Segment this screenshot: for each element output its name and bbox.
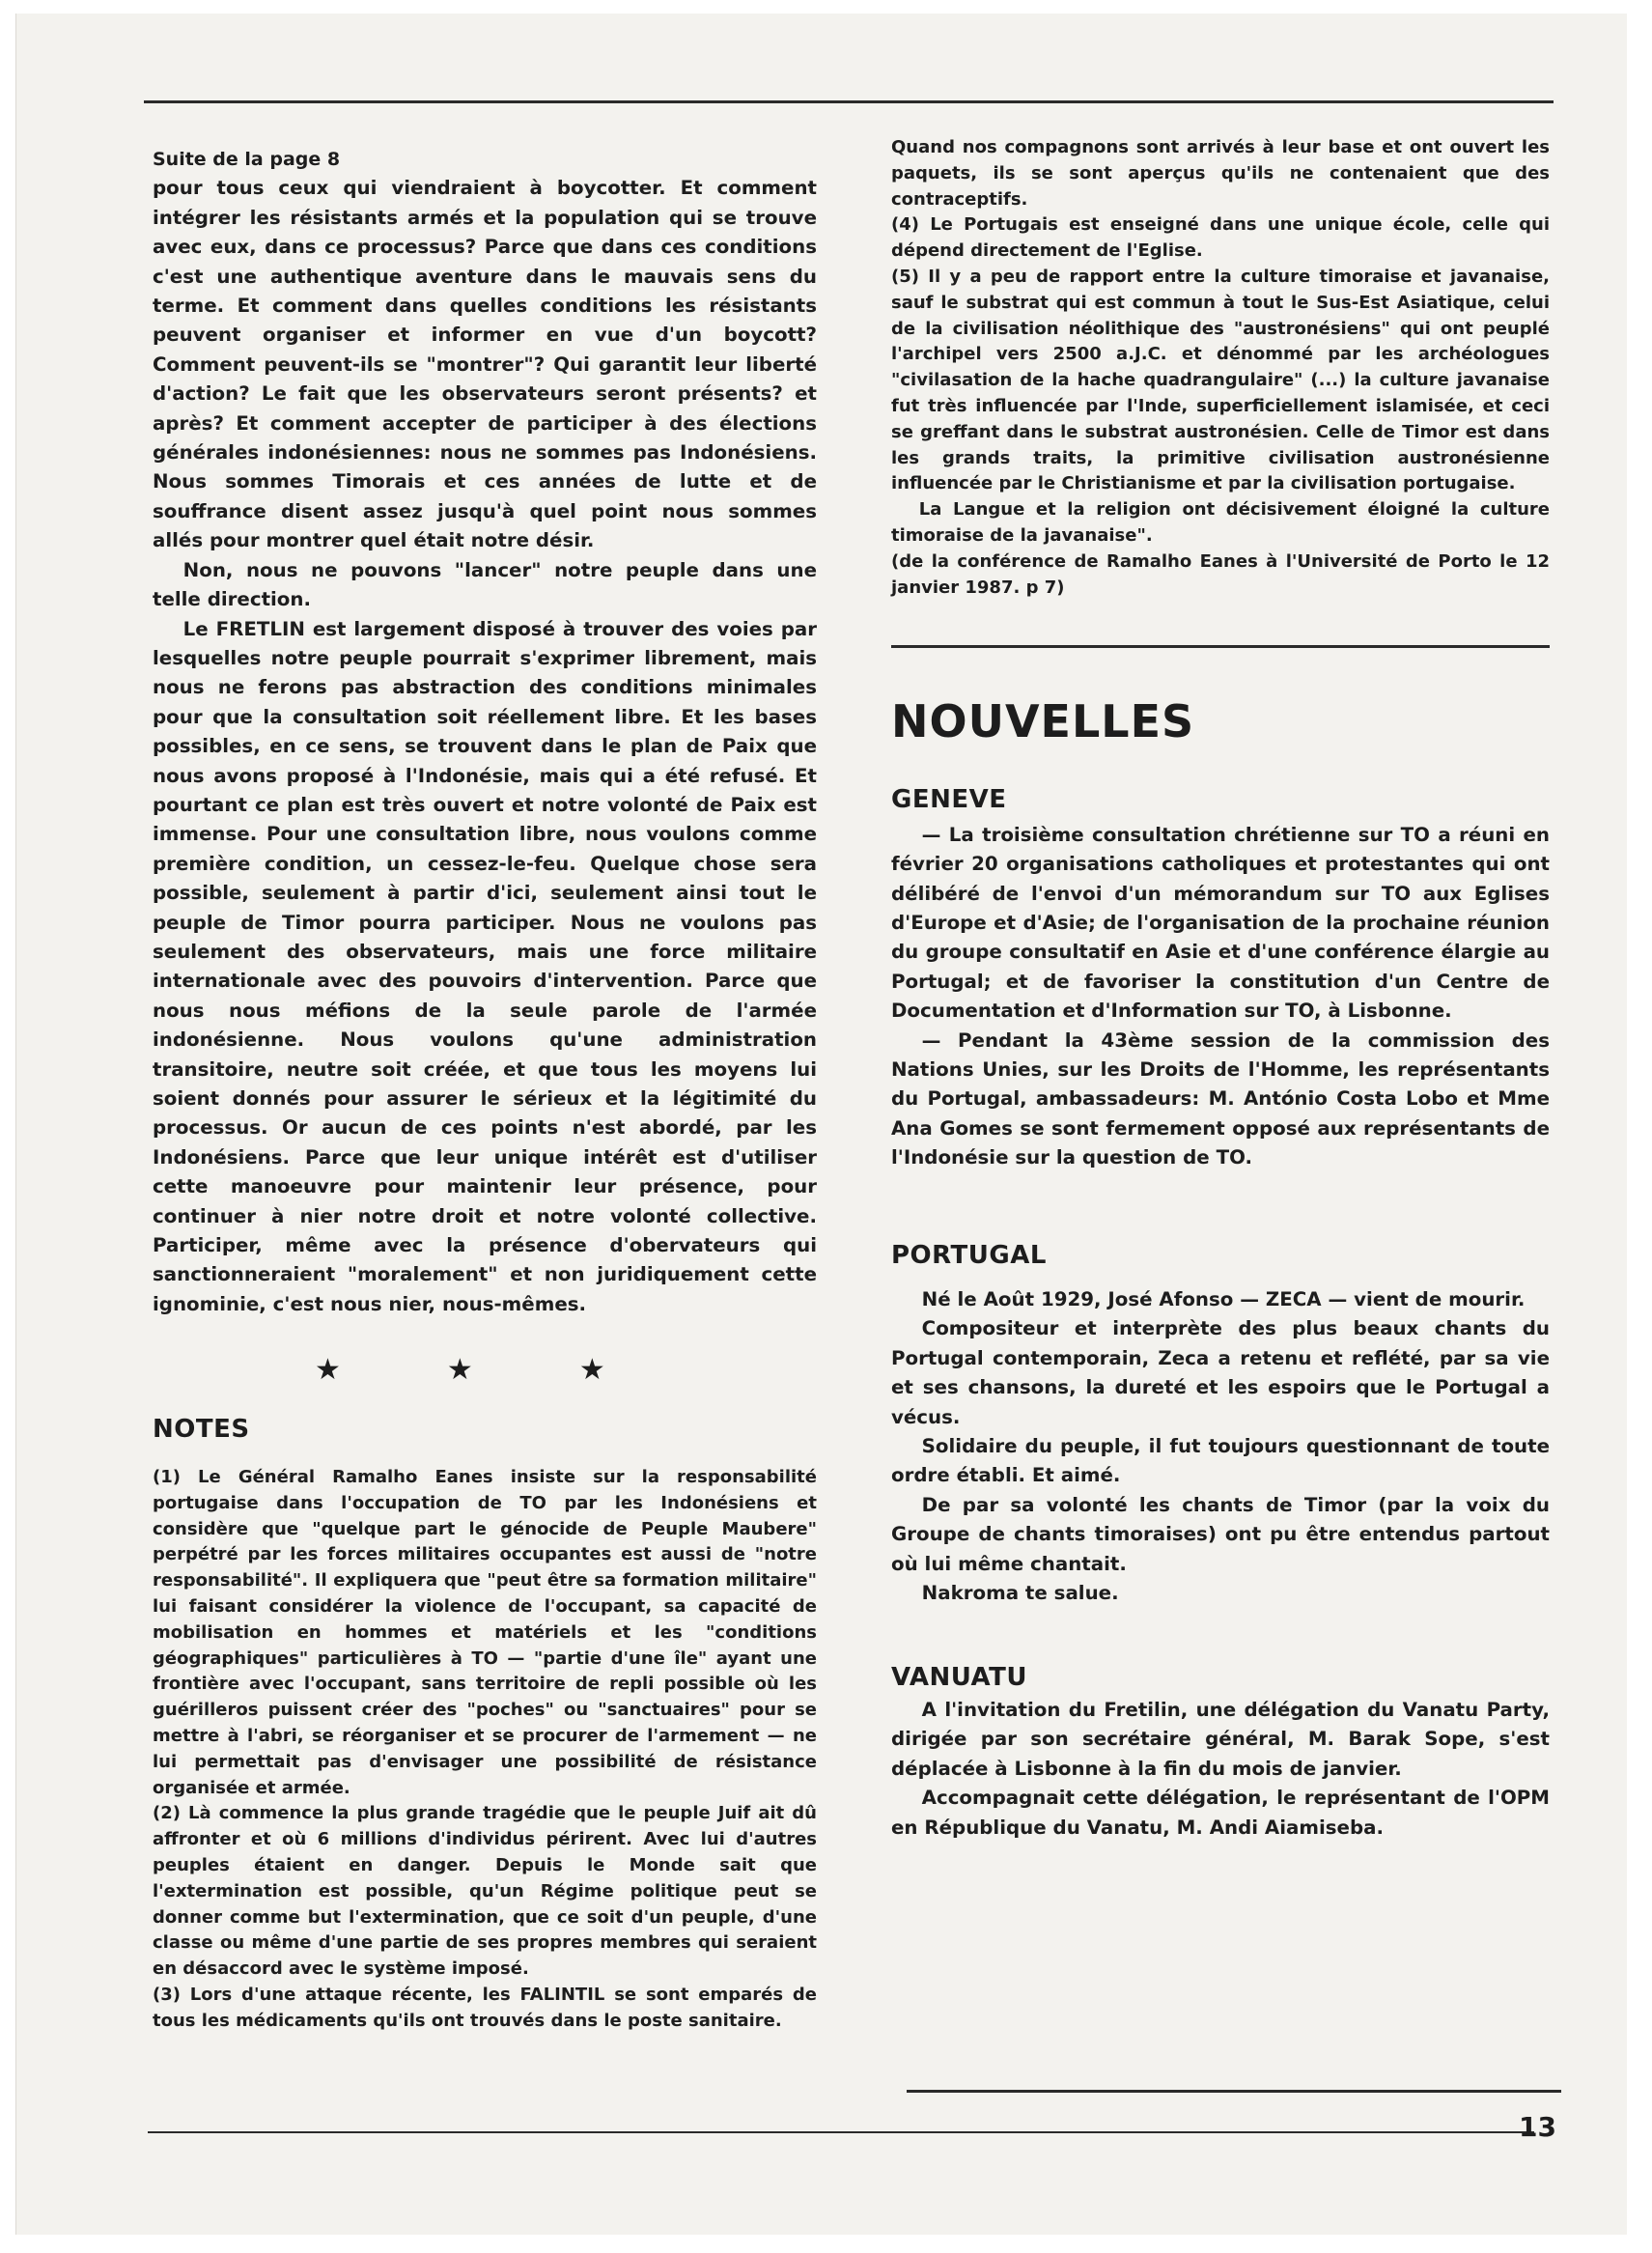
right-column [891,135,1550,1843]
section-separator-stars [153,1353,817,1388]
news-paragraph: — Pendant la 43ème session de la commission des Nations Unies, sur les Droits de l'Homme, les représentants du Portugal, ambassadeurs: M. António Costa Lobo et Mme Ana Gomes se sont fermement opposé aux représentants de l'Indonésie sur la question de TO. [891,1028,1550,1169]
note-continued-text: Quand nos compagnons sont arrivés à leur base et ont ouvert les paquets, ils se sont aperçus qu'ils ne contenaient que des contraceptifs. [891,137,1550,210]
star-icon: ★ [315,1353,341,1388]
nouvelles-top-rule [891,645,1550,648]
body-paragraph-1: pour tous ceux qui viendraient à boycotter. Et comment intégrer les résistants armés et la population qui se trouve avec eux, dans ce processus? Parce que dans ces conditions c'est une authentique aventure dans le mauvais sens du terme. Et comment dans quelles conditions les résistants peuvent organiser et informer en vue d'un boycott? Comment peuvent-ils se "montrer"? Qui garantit leur liberté d'action? Le fait que les observateurs seront présents? et après? Et comment accepter de participer à des élections générales indonésiennes: nous ne sommes pas Indonésiens. Nous sommes Timorais et ces années de lutte et de souffrance disent assez jusqu'à quel point nous sommes allés pour montrer quel était notre désir. [153,177,817,552]
notes-continued [891,135,1550,601]
news-paragraph: Accompagnait cette délégation, le représentant de l'OPM en République du Vanatu, M. Andi Aiamiseba. [891,1787,1550,1839]
news-section-portugal [891,1241,1550,1609]
note-4: (4) Le Portugais est enseigné dans une unique école, celle qui dépend directement de l'Eglise. [891,214,1550,262]
top-rule [144,100,1554,103]
left-column [153,145,817,2035]
news-paragraph: De par sa volonté les chants de Timor (par la voix du Groupe de chants timoraises) ont pu être entendus partout où lui même chantait. [891,1493,1550,1575]
news-paragraph: Nakroma te salue. [921,1582,1119,1605]
news-paragraph: Né le Août 1929, José Afonso — ZECA — vient de mourir. [921,1288,1526,1311]
news-section-vanuatu [891,1663,1550,1843]
note-2: (2) Là commence la plus grande tragédie que le peuple Juif ait dû affronter et où 6 millions d'individus périrent. Avec lui d'autres peuples étaient en danger. Depuis le Monde sait que l'extermination est possible, qu'un Régime politique peut se donner comme but l'extermination, que ce soit d'un peuple, d'une classe ou même d'une partie de ses propres membres qui seraient en désaccord avec le système imposé. [153,1803,817,1980]
page-sheet [15,14,1627,2235]
nouvelles-heading: NOUVELLES [891,695,1195,748]
body-paragraph-2: Non, nous ne pouvons "lancer" notre peuple dans une telle direction. [153,558,817,611]
note-1: (1) Le Général Ramalho Eanes insiste sur la responsabilité portugaise dans l'occupation de TO par les Indonésiens et considère que "quelque part le génocide de Peuple Maubere" perpétré par les forces militaires occupantes est aussi de "notre responsabilité". Il expliquera que "peut être sa formation militaire" lui faisant considérer la violence de l'occupant, sa capacité de mobilisation en hommes et matériels et les "conditions géographiques" particulières à TO — "partie d'une île" ayant une frontière avec l'occupant, sans territoire de repli possible où les guérilleros puissent créer des "poches" ou "sanctuaires" pour se mettre à l'abri, se réorganiser et se procurer de l'armement — ne lui permettait pas d'envisager une possibilité de résistance organisée et armée. [153,1467,817,1798]
news-bottom-rule [907,2090,1561,2093]
page-number: 13 [1519,2111,1556,2143]
star-icon: ★ [578,1353,605,1388]
news-paragraph: — La troisième consultation chrétienne sur TO a réuni en février 20 organisations catholiques et protestantes qui ont délibéré de l'envoi d'un mémorandum sur TO aux Eglises d'Europe et d'Asie; de l'organisation de la prochaine réunion du groupe consultatif en Asie et d'une conférence élargie au Portugal; et de favoriser la constitution d'un Centre de Documentation et d'Information sur TO, à Lisbonne. [891,823,1550,1023]
news-section-title: PORTUGAL [891,1240,1047,1270]
notes-heading: NOTES [153,1414,250,1444]
news-section-title: VANUATU [891,1662,1028,1692]
note-5: (5) Il y a peu de rapport entre la culture timoraise et javanaise, sauf le substrat qui est commun à tout le Sus-Est Asiatique, celui de la civilisation néolithique des "austronésiens" qui ont peuplé l'archipel vers 2500 a.J.C. et dénommé par les archéologues "civilasation de la hache quadrangulaire" (...) la culture javanaise fut très influencée par l'Inde, superficiellement islamisée, et ceci se greffant dans le substrat austronésien. Celle de Timor est dans les grands traits, la primitive civilisation austronésienne influencée par le Christianisme et par la civilisation portugaise. [891,266,1550,494]
news-paragraph: Solidaire du peuple, il fut toujours questionnant de toute ordre établi. Et aimé. [891,1435,1550,1487]
footer-rule [148,2131,1534,2133]
news-section-title: GENEVE [891,785,1007,815]
body-paragraph-3: Le FRETLIN est largement disposé à trouver des voies par lesquelles notre peuple pourrait s'exprimer librement, mais nous ne ferons pas abstraction des conditions minimales pour que la consultation soit réellement libre. Et les bases possibles, en ce sens, se trouvent dans le plan de Paix que nous avons proposé à l'Indonésie, mais qui a été refusé. Et pourtant ce plan est très ouvert et notre volonté de Paix est immense. Pour une consultation libre, nous voulons comme première condition, un cessez-le-feu. Quelque chose sera possible, seulement à partir d'ici, seulement ainsi tout le peuple de Timor pourra participer. Nous ne voulons pas seulement des observateurs, mais une force militaire internationale avec des pouvoirs d'intervention. Parce que nous nous méfions de la seule parole de l'armée indonésienne. Nous voulons qu'une administration transitoire, neutre soit créée, et que tous les moyens lui soient donnés pour assurer le sérieux et la légitimité du processus. Or aucun de ces points n'est abordé, par les Indonésiens. Parce que leur unique intérêt est d'utiliser cette manoeuvre pour maintenir leur présence, pour continuer à nier notre droit et notre volonté collective. Participer, même avec la présence d'obervateurs qui sanctionneraient "moralement" et non juridiquement cette ignominie, c'est nous nier, nous-mêmes. [153,617,817,1315]
note-5-source: (de la conférence de Ramalho Eanes à l'Université de Porto le 12 janvier 1987. p 7) [891,550,1550,598]
notes-list [153,1465,817,2035]
news-paragraph: Compositeur et interprète des plus beaux chants du Portugal contemporain, Zeca a retenu et reflété, par sa vie et ses chansons, la dureté et les espoirs que le Portugal a vécus. [891,1317,1550,1428]
star-icon: ★ [446,1353,473,1388]
news-paragraph: A l'invitation du Fretilin, une délégation du Vanatu Party, dirigée par son secrétaire général, M. Barak Sope, s'est déplacée à Lisbonne à la fin du mois de janvier. [891,1698,1550,1780]
note-3: (3) Lors d'une attaque récente, les FALINTIL se sont emparés de tous les médicaments qu'ils ont trouvés dans le poste sanitaire. [153,1985,817,2031]
continuation-kicker: Suite de la page 8 [153,149,341,170]
news-section-geneve [891,785,1550,1172]
note-5-conclusion: La Langue et la religion ont décisivement éloigné la culture timoraise de la javanaise". [891,499,1550,546]
